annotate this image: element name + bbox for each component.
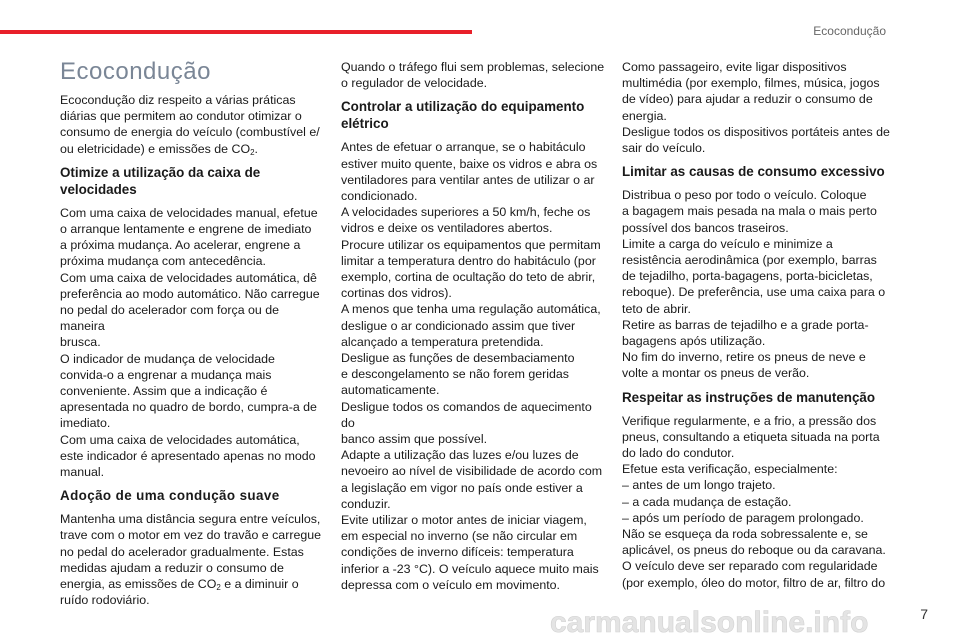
text-line: Desligue todos os dispositivos portáteis antes de xyxy=(622,124,890,139)
text-line: Evite utilizar o motor antes de iniciar viagem, xyxy=(341,513,587,528)
intro-paragraph xyxy=(60,92,322,157)
text-line: próxima mudança com antecedência. xyxy=(60,254,266,269)
text-line: Com uma caixa de velocidades manual, efetue xyxy=(60,205,318,220)
text-line: em especial no inverno (se não circular em xyxy=(341,529,578,544)
heading-smooth-driving: Adoção de uma condução suave xyxy=(60,488,280,504)
text-line: Antes de efetuar o arranque, se o habitáculo xyxy=(341,140,586,155)
text-line: Desligue todos os comandos de aquecimento do xyxy=(341,399,592,430)
text-line: no pedal do acelerador com força ou de maneira xyxy=(60,303,280,334)
heading-gearbox: Otimize a utilização da caixa de velocidades xyxy=(60,164,261,197)
text-line: e descongelamento se não forem geridas xyxy=(341,367,569,382)
text-line: a legislação em vigor no país onde estiver a xyxy=(341,480,583,495)
text-line: O indicador de mudança de velocidade xyxy=(60,351,275,366)
subscript: 2 xyxy=(216,583,221,593)
text-line: Não se esqueça da roda sobressalente e, se xyxy=(622,527,868,542)
text-line: Procure utilizar os equipamentos que permitam xyxy=(341,237,601,252)
text-line: Retire as barras de tejadilho e a grade porta- xyxy=(622,317,869,332)
list-item: – após um período de paragem prolongado. xyxy=(622,510,864,525)
text-line: inferior a -23 °C). O veículo aquece muito mais xyxy=(341,561,599,576)
text-line: (por exemplo, óleo do motor, filtro de ar, filtro do xyxy=(622,575,886,590)
text-line: automaticamente. xyxy=(341,383,440,398)
text-line: alcançado a temperatura pretendida. xyxy=(341,334,544,349)
text-line: diárias que permitem ao condutor otimizar o xyxy=(60,109,302,124)
text-line: Mantenha uma distância segura entre veículos, xyxy=(60,512,321,527)
header-accent-bar xyxy=(0,30,472,34)
text-line: Como passageiro, evite ligar dispositivos xyxy=(622,60,847,74)
text-line xyxy=(60,576,322,592)
text-line xyxy=(60,141,322,157)
header-section-title: Ecocondução xyxy=(813,24,886,38)
passenger-paragraph xyxy=(622,59,892,156)
page-title: Ecocondução xyxy=(60,58,211,85)
text-line: condicionado. xyxy=(341,189,418,204)
page-number: 7 xyxy=(920,606,928,622)
text-line: Desligue as funções de desembaciamento xyxy=(341,351,575,366)
column-1 xyxy=(60,58,322,615)
text-line: A velocidades superiores a 50 km/h, feche os xyxy=(341,205,591,220)
text-line: apresentada no quadro de bordo, cumpra-a de xyxy=(60,400,317,415)
text-line: Quando o tráfego flui sem problemas, selecione xyxy=(341,60,605,74)
heading-electrical-equipment: Controlar a utilização do equipamento elétrico xyxy=(341,99,585,132)
text-line: Limite a carga do veículo e minimize a xyxy=(622,236,833,251)
excessive-consumption-paragraph xyxy=(622,187,892,381)
text-line: Ecocondução diz respeito a várias práticas xyxy=(60,93,296,107)
watermark-text: carmanualsonline.info xyxy=(550,606,869,639)
text-line: multimédia (por exemplo, filmes, música, jogos xyxy=(622,76,880,91)
text-line: a próxima mudança. Ao acelerar, engrene a xyxy=(60,238,301,253)
text-line: condições de inverno difíceis: temperatura xyxy=(341,545,574,560)
subscript: 2 xyxy=(250,147,255,157)
text-line: ruído rodoviário. xyxy=(60,593,150,608)
text-line: cortinas dos vidros). xyxy=(341,286,452,301)
text-line: convida-o a engrenar a mudança mais xyxy=(60,367,272,382)
text-line: Efetue esta verificação, especialmente: xyxy=(622,462,838,477)
column-2 xyxy=(341,59,607,600)
text-line: a bagagem mais pesada na mala o mais perto xyxy=(622,204,877,219)
text-line: estiver muito quente, baixe os vidros e abra os xyxy=(341,156,598,171)
text-line: desligue o ar condicionado assim que tiver xyxy=(341,318,576,333)
text-line: A menos que tenha uma regulação automática, xyxy=(341,302,601,317)
text-line: brusca. xyxy=(60,335,101,350)
watermark xyxy=(548,604,926,640)
text-line: aplicável, os pneus do reboque ou da caravana. xyxy=(622,543,886,558)
text-fragment: . xyxy=(254,141,258,156)
text-line: resistência aerodinâmica (por exemplo, barras xyxy=(622,253,877,268)
text-line: manual. xyxy=(60,465,105,480)
text-line: Verifique regularmente, e a frio, a pressão dos xyxy=(622,413,877,428)
text-line: No fim do inverno, retire os pneus de neve e xyxy=(622,350,866,365)
text-line: Com uma caixa de velocidades automática, dê xyxy=(60,270,317,285)
text-line: Distribua o peso por todo o veículo. Coloque xyxy=(622,188,867,203)
maintenance-paragraph xyxy=(622,413,892,591)
cruise-control-paragraph xyxy=(341,59,607,91)
text-line: no pedal do acelerador gradualmente. Estas xyxy=(60,544,304,559)
text-line: possível dos bancos traseiros. xyxy=(622,220,789,235)
text-fragment: energia, as emissões de CO xyxy=(60,577,217,592)
text-line: reboque). De preferência, use uma caixa para o xyxy=(622,285,886,300)
text-line: nevoeiro ao nível de visibilidade de acordo com xyxy=(341,464,603,479)
text-line: de vídeo) para ajudar a reduzir o consumo de xyxy=(622,92,873,107)
text-line: o regulador de velocidade. xyxy=(341,76,488,91)
text-line: sair do veículo. xyxy=(622,141,706,156)
text-line: do lado do condutor. xyxy=(622,446,735,461)
text-line: exemplo, cortina de ocultação do teto de abrir, xyxy=(341,270,596,285)
text-line: de tejadilho, porta-bagagens, porta-bicicletas, xyxy=(622,269,873,284)
text-line: pneus, consultando a etiqueta situada na porta xyxy=(622,429,880,444)
text-line: conveniente. Assim que a indicação é xyxy=(60,384,268,399)
list-item: – a cada mudança de estação. xyxy=(622,494,792,509)
text-fragment: e a diminuir o xyxy=(220,577,299,592)
text-line: volte a montar os pneus de verão. xyxy=(622,366,810,381)
text-line: ventiladores para ventilar antes de utilizar o ar xyxy=(341,172,595,187)
text-line: preferência ao modo automático. Não carregue xyxy=(60,286,320,301)
text-line: energia. xyxy=(622,108,667,123)
text-line: limitar a temperatura dentro do habitáculo (por xyxy=(341,253,596,268)
text-line: trave com o motor em vez do travão e carregue xyxy=(60,528,322,543)
gearbox-paragraph xyxy=(60,205,322,480)
text-line: vidros e deixe os ventiladores abertos. xyxy=(341,221,553,236)
text-line: O veículo deve ser reparado com regularidade xyxy=(622,559,878,574)
text-line: Adapte a utilização das luzes e/ou luzes de xyxy=(341,448,579,463)
text-line: este indicador é apresentado apenas no modo xyxy=(60,448,316,463)
text-line: imediato. xyxy=(60,416,111,431)
electrical-paragraph xyxy=(341,139,607,593)
text-line: banco assim que possível. xyxy=(341,432,488,447)
text-line: consumo de energia do veículo (combustível e/ xyxy=(60,125,320,140)
list-item: – antes de um longo trajeto. xyxy=(622,478,776,493)
text-line: bagagens após utilização. xyxy=(622,334,766,349)
text-line: medidas ajudam a reduzir o consumo de xyxy=(60,560,284,575)
text-line: teto de abrir. xyxy=(622,301,691,316)
text-line: depressa com o veículo em movimento. xyxy=(341,577,560,592)
text-line: conduzir. xyxy=(341,496,391,511)
heading-excessive-consumption: Limitar as causas de consumo excessivo xyxy=(622,164,885,180)
smooth-driving-paragraph xyxy=(60,511,322,608)
text-line: Com uma caixa de velocidades automática, xyxy=(60,432,300,447)
column-3 xyxy=(622,59,892,598)
text-fragment: ou eletricidade) e emissões de CO xyxy=(60,141,251,156)
text-line: o arranque lentamente e engrene de imediato xyxy=(60,222,312,237)
heading-maintenance: Respeitar as instruções de manutenção xyxy=(622,389,876,405)
